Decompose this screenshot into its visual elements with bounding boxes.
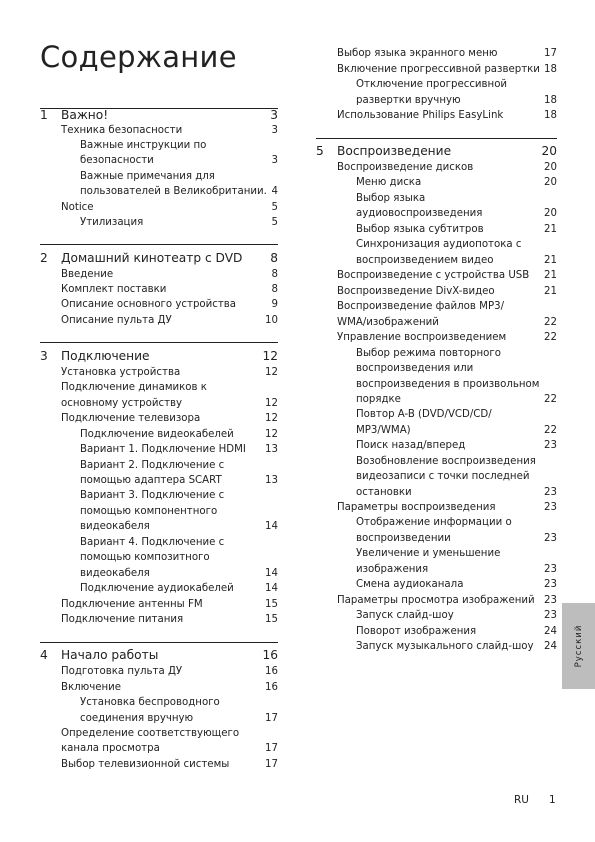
toc-entry-title: Notice: [61, 202, 94, 213]
toc-page-number: 17: [265, 759, 278, 770]
toc-entry[interactable]: [316, 284, 557, 300]
toc-entry[interactable]: [316, 438, 557, 454]
toc-entry[interactable]: [40, 535, 278, 551]
section-divider: [40, 642, 278, 643]
toc-entry[interactable]: [316, 237, 557, 253]
toc-entry[interactable]: [40, 184, 278, 200]
toc-entry-title: Отображение информации о: [356, 517, 512, 528]
toc-entry-title: помощью адаптера SCART: [80, 475, 222, 486]
toc-entry[interactable]: [316, 160, 557, 176]
toc-entry-title: изображения: [356, 564, 429, 575]
section-divider: [316, 138, 557, 139]
toc-page-number: 24: [544, 626, 557, 637]
toc-entry-title: Выбор языка: [356, 193, 426, 204]
toc-page-number: 20: [544, 162, 557, 173]
toc-page-number: 17: [265, 743, 278, 754]
toc-page-number: 14: [265, 568, 278, 579]
toc-entry[interactable]: [316, 222, 557, 238]
toc-page-number: 22: [544, 317, 557, 328]
toc-entry-title: Воспроизведение файлов MP3/: [337, 301, 504, 312]
toc-page-number: 16: [262, 648, 278, 662]
toc-entry-title: порядке: [356, 394, 401, 405]
toc-entry[interactable]: [316, 531, 557, 547]
toc-entry-title: Включение прогрессивной развертки: [337, 64, 540, 75]
toc-entry-title: Параметры просмотра изображений: [337, 595, 535, 606]
toc-page-number: 23: [544, 533, 557, 544]
toc-page-number: 8: [271, 269, 278, 280]
toc-page-number: 12: [265, 413, 278, 424]
toc-entry[interactable]: [316, 77, 557, 93]
toc-entry-title: Вариант 4. Подключение с: [80, 537, 225, 548]
page-title: Содержание: [40, 40, 237, 74]
toc-entry[interactable]: [40, 612, 278, 628]
toc-entry[interactable]: [40, 488, 278, 504]
toc-section-number: 2: [40, 251, 48, 265]
toc-entry-title: Смена аудиоканала: [356, 579, 464, 590]
toc-entry[interactable]: [316, 639, 557, 655]
toc-entry[interactable]: [40, 396, 278, 412]
toc-entry[interactable]: [316, 454, 557, 470]
toc-entry[interactable]: [40, 680, 278, 696]
toc-page-number: 4: [271, 186, 278, 197]
toc-entry[interactable]: [316, 361, 557, 377]
toc-entry[interactable]: [316, 206, 557, 222]
language-side-tab: [562, 603, 595, 689]
toc-entry[interactable]: [316, 46, 557, 62]
toc-entry[interactable]: [40, 411, 278, 427]
toc-page-number: 12: [265, 367, 278, 378]
toc-page-number: 16: [265, 666, 278, 677]
toc-entry-title: видеокабеля: [80, 521, 150, 532]
toc-entry-title: Установка беспроводного: [80, 697, 220, 708]
toc-entry-title: Параметры воспроизведения: [337, 502, 496, 513]
toc-entry-title: остановки: [356, 487, 412, 498]
toc-entry-title: воспроизведения в произвольном: [356, 379, 540, 390]
toc-entry[interactable]: [316, 593, 557, 609]
toc-entry[interactable]: [40, 200, 278, 216]
language-side-tab-label: Русский: [573, 624, 584, 668]
toc-entry-title: Использование Philips EasyLink: [337, 110, 504, 121]
toc-entry-title: Вариант 2. Подключение с: [80, 460, 225, 471]
toc-entry-title: Возобновление воспроизведения: [356, 456, 536, 467]
toc-page-number: 14: [265, 583, 278, 594]
toc-section-number: 4: [40, 648, 48, 662]
toc-entry[interactable]: [316, 330, 557, 346]
toc-entry-title: Воспроизведение DivX-видео: [337, 286, 495, 297]
toc-entry-title: Введение: [61, 269, 114, 280]
toc-section-number: 5: [316, 144, 324, 158]
toc-entry[interactable]: [40, 427, 278, 443]
toc-page-number: 10: [265, 315, 278, 326]
toc-entry-title: Вариант 1. Подключение HDMI: [80, 444, 246, 455]
toc-entry-title: Утилизация: [80, 217, 144, 228]
toc-entry-title: Увеличение и уменьшение: [356, 548, 501, 559]
toc-section-heading[interactable]: [316, 144, 557, 160]
toc-page-number: 18: [544, 95, 557, 106]
toc-page-number: 13: [265, 444, 278, 455]
toc-entry[interactable]: [40, 695, 278, 711]
toc-entry-title: помощью компонентного: [80, 506, 218, 517]
toc-page-number: 23: [544, 564, 557, 575]
toc-entry[interactable]: [316, 315, 557, 331]
toc-entry[interactable]: [316, 108, 557, 124]
toc-entry[interactable]: [316, 562, 557, 578]
toc-page-number: 8: [270, 251, 278, 265]
toc-entry[interactable]: [316, 346, 557, 362]
toc-entry-title: MP3/WMA): [356, 425, 411, 436]
toc-entry-title: Воспроизведение с устройства USB: [337, 270, 530, 281]
toc-page-number: 12: [265, 429, 278, 440]
toc-entry-title: воспроизведении: [356, 533, 451, 544]
toc-entry-title: пользователей в Великобритании.: [80, 186, 267, 197]
toc-page-number: 18: [544, 64, 557, 75]
toc-entry[interactable]: [316, 624, 557, 640]
toc-entry-title: Установка устройства: [61, 367, 181, 378]
toc-entry-title: Меню диска: [356, 177, 422, 188]
toc-entry[interactable]: [316, 93, 557, 109]
toc-entry-title: аудиовоспроизведения: [356, 208, 483, 219]
toc-entry[interactable]: [40, 519, 278, 535]
toc-page-number: 9: [271, 299, 278, 310]
toc-entry[interactable]: [316, 268, 557, 284]
toc-entry[interactable]: [40, 297, 278, 313]
toc-page-number: 24: [544, 641, 557, 652]
toc-entry-title: Подключение телевизора: [61, 413, 201, 424]
toc-entry-title: Подключение динамиков к: [61, 382, 207, 393]
toc-entry[interactable]: [40, 504, 278, 520]
toc-section-number: 3: [40, 349, 48, 363]
toc-entry[interactable]: [40, 380, 278, 396]
toc-entry[interactable]: [40, 726, 278, 742]
toc-entry-title: Повтор A-B (DVD/VCD/CD/: [356, 409, 492, 420]
toc-entry-title: Описание основного устройства: [61, 299, 237, 310]
toc-page-number: 23: [544, 440, 557, 451]
toc-entry-title: Управление воспроизведением: [337, 332, 507, 343]
toc-page-number: 17: [265, 713, 278, 724]
section-divider: [40, 244, 278, 245]
toc-entry-title: Вариант 3. Подключение с: [80, 490, 225, 501]
toc-entry[interactable]: [316, 485, 557, 501]
toc-entry[interactable]: [40, 581, 278, 597]
toc-entry[interactable]: [40, 473, 278, 489]
toc-page-number: 14: [265, 521, 278, 532]
toc-entry-title: Выбор режима повторного: [356, 348, 501, 359]
toc-page-number: 21: [544, 255, 557, 266]
toc-entry[interactable]: [316, 500, 557, 516]
toc-entry[interactable]: [40, 597, 278, 613]
toc-entry-title: Важные примечания для: [80, 171, 215, 182]
toc-entry-title: Отключение прогрессивной: [356, 79, 508, 90]
toc-entry[interactable]: [40, 442, 278, 458]
toc-page-number: 22: [544, 425, 557, 436]
toc-entry-title: Техника безопасности: [61, 125, 183, 136]
toc-entry-title: Подключение питания: [61, 614, 184, 625]
toc-entry[interactable]: [316, 377, 557, 393]
toc-page-number: 20: [541, 144, 557, 158]
toc-entry[interactable]: [316, 469, 557, 485]
toc-entry-title: Поворот изображения: [356, 626, 477, 637]
toc-section-heading[interactable]: [40, 349, 278, 365]
toc-entry[interactable]: [40, 282, 278, 298]
toc-entry[interactable]: [40, 550, 278, 566]
toc-entry[interactable]: [40, 566, 278, 582]
toc-entry[interactable]: [316, 392, 557, 408]
toc-entry[interactable]: [316, 407, 557, 423]
toc-page-number: 5: [271, 202, 278, 213]
toc-page-number: 21: [544, 286, 557, 297]
toc-entry[interactable]: [316, 546, 557, 562]
toc-page-number: 16: [265, 682, 278, 693]
toc-entry-title: Синхронизация аудиопотока с: [356, 239, 522, 250]
toc-entry-title: Запуск музыкального слайд-шоу: [356, 641, 534, 652]
toc-entry-title: WMA/изображений: [337, 317, 439, 328]
toc-page-number: 22: [544, 394, 557, 405]
toc-entry-title: Подключение антенны FM: [61, 599, 203, 610]
toc-page-number: 3: [270, 108, 278, 122]
toc-section-title: Подключение: [61, 349, 150, 363]
toc-page-number: 18: [544, 110, 557, 121]
toc-page-number: 15: [265, 599, 278, 610]
toc-entry-title: Подключение видеокабелей: [80, 429, 234, 440]
toc-entry-title: Комплект поставки: [61, 284, 167, 295]
toc-page-number: 17: [544, 48, 557, 59]
toc-page-number: 23: [544, 595, 557, 606]
toc-entry[interactable]: [40, 153, 278, 169]
toc-page-number: 23: [544, 487, 557, 498]
toc-entry[interactable]: [316, 608, 557, 624]
toc-section-title: Начало работы: [61, 648, 159, 662]
toc-page-number: 21: [544, 224, 557, 235]
toc-entry-title: Важные инструкции по: [80, 140, 207, 151]
toc-entry-title: видеокабеля: [80, 568, 150, 579]
toc-entry[interactable]: [40, 169, 278, 185]
toc-page-number: 20: [544, 208, 557, 219]
toc-entry[interactable]: [316, 62, 557, 78]
toc-page-number: 22: [544, 332, 557, 343]
toc-entry-title: канала просмотра: [61, 743, 160, 754]
footer-page-number: 1: [549, 794, 556, 806]
toc-entry-title: Описание пульта ДУ: [61, 315, 172, 326]
toc-entry[interactable]: [40, 741, 278, 757]
toc-entry-title: развертки вручную: [356, 95, 461, 106]
toc-page-number: 3: [271, 125, 278, 136]
toc-entry[interactable]: [40, 123, 278, 139]
toc-page-number: 12: [265, 398, 278, 409]
toc-entry-title: Подключение аудиокабелей: [80, 583, 234, 594]
toc-entry-title: Выбор языка субтитров: [356, 224, 484, 235]
toc-entry[interactable]: [40, 215, 278, 231]
footer-language-code: RU: [514, 794, 529, 806]
toc-entry[interactable]: [316, 515, 557, 531]
toc-entry-title: безопасности: [80, 155, 154, 166]
toc-page-number: 23: [544, 610, 557, 621]
toc-entry-title: Выбор языка экранного меню: [337, 48, 498, 59]
toc-entry-title: видеозаписи с точки последней: [356, 471, 530, 482]
toc-section-number: 1: [40, 108, 48, 122]
toc-entry-title: Включение: [61, 682, 122, 693]
toc-page-number: 12: [262, 349, 278, 363]
toc-entry-title: воспроизведения или: [356, 363, 474, 374]
toc-entry[interactable]: [40, 365, 278, 381]
toc-entry-title: воспроизведением видео: [356, 255, 494, 266]
toc-entry[interactable]: [40, 664, 278, 680]
toc-entry-title: соединения вручную: [80, 713, 194, 724]
toc-section-heading[interactable]: [40, 108, 278, 124]
toc-section-title: Воспроизведение: [337, 144, 452, 158]
toc-entry[interactable]: [40, 757, 278, 773]
toc-section-title: Важно!: [61, 108, 109, 122]
toc-page-number: 15: [265, 614, 278, 625]
toc-page-number: 21: [544, 270, 557, 281]
toc-entry-title: Подготовка пульта ДУ: [61, 666, 183, 677]
toc-page-number: 13: [265, 475, 278, 486]
toc-entry[interactable]: [40, 138, 278, 154]
toc-entry-title: помощью композитного: [80, 552, 210, 563]
toc-entry-title: Выбор телевизионной системы: [61, 759, 230, 770]
toc-entry-title: Поиск назад/вперед: [356, 440, 466, 451]
toc-page-number: 5: [271, 217, 278, 228]
toc-page-number: 20: [544, 177, 557, 188]
toc-section-title: Домашний кинотеатр с DVD: [61, 251, 243, 265]
toc-page-number: 23: [544, 502, 557, 513]
toc-page-number: 3: [271, 155, 278, 166]
toc-entry-title: Запуск слайд-шоу: [356, 610, 454, 621]
toc-entry-title: основному устройству: [61, 398, 183, 409]
toc-entry[interactable]: [316, 191, 557, 207]
toc-section-heading[interactable]: [40, 648, 278, 664]
toc-entry[interactable]: [316, 577, 557, 593]
toc-entry[interactable]: [316, 299, 557, 315]
toc-entry[interactable]: [316, 253, 557, 269]
toc-entry[interactable]: [316, 175, 557, 191]
toc-entry[interactable]: [316, 423, 557, 439]
toc-page-number: 23: [544, 579, 557, 590]
toc-entry[interactable]: [40, 313, 278, 329]
toc-section-heading[interactable]: [40, 251, 278, 267]
toc-entry-title: Воспроизведение дисков: [337, 162, 474, 173]
toc-entry[interactable]: [40, 267, 278, 283]
toc-entry-title: Определение соответствующего: [61, 728, 240, 739]
toc-page-number: 8: [271, 284, 278, 295]
section-divider: [40, 342, 278, 343]
toc-entry[interactable]: [40, 458, 278, 474]
toc-entry[interactable]: [40, 711, 278, 727]
